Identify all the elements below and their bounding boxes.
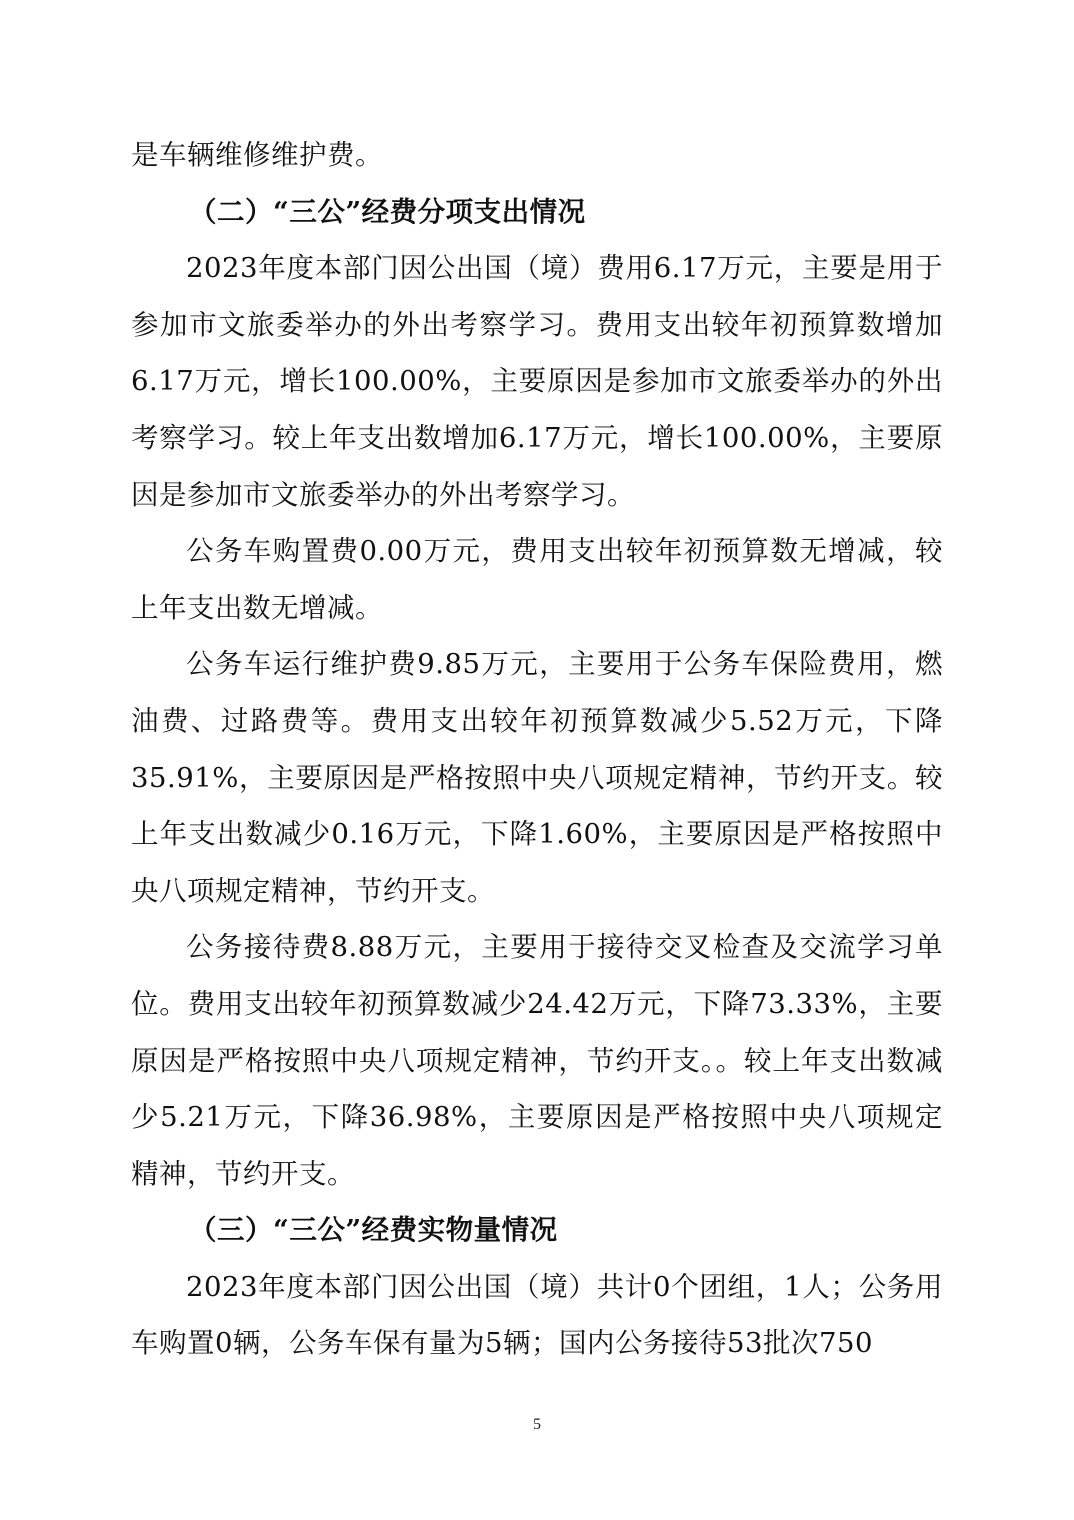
paragraph-continued-from-previous-page: 是车辆维修维护费。 [131,139,383,171]
page-body [131,127,943,1372]
section-heading-physical-quantity: （三）“三公”经费实物量情况 [189,1214,558,1247]
page-number: 5 [533,1416,541,1433]
section-heading-itemized-expenditure: （二）“三公”经费分项支出情况 [189,195,586,228]
paragraph-vehicle-operation-expense: 公务车运行维护费9.85万元，主要用于公务车保险费用，燃油费、过路费等。费用支出较年初预算数减少5.52万元，下降35.91%，主要原因是严格按照中央八项规定精神，节约开支。较上年支出数减少0.16万元，下降1.60%，主要原因是严格按照中央八项规定精神，节约开支。 [131,648,943,907]
paragraph-vehicle-purchase-expense: 公务车购置费0.00万元，费用支出较年初预算数无增减，较上年支出数无增减。 [131,535,943,624]
paragraph-official-reception-expense: 公务接待费8.88万元，主要用于接待交叉检查及交流学习单位。费用支出较年初预算数减少24.42万元，下降73.33%，主要原因是严格按照中央八项规定精神，节约开支。。较上年支出数减少5.21万元，下降36.98%，主要原因是严格按照中央八项规定精神，节约开支。 [131,931,943,1190]
paragraph-overseas-travel-expense: 2023年度本部门因公出国（境）费用6.17万元，主要是用于参加市文旅委举办的外出考察学习。费用支出较年初预算数增加6.17万元，增长100.00%，主要原因是参加市文旅委举办的外出考察学习。较上年支出数增加6.17万元，增长100.00%，主要原因是参加市文旅委举办的外出考察学习。 [131,252,943,511]
paragraph-physical-quantity: 2023年度本部门因公出国（境）共计0个团组，1人；公务用车购置0辆，公务车保有量为5辆；国内公务接待53批次750 [131,1270,943,1360]
